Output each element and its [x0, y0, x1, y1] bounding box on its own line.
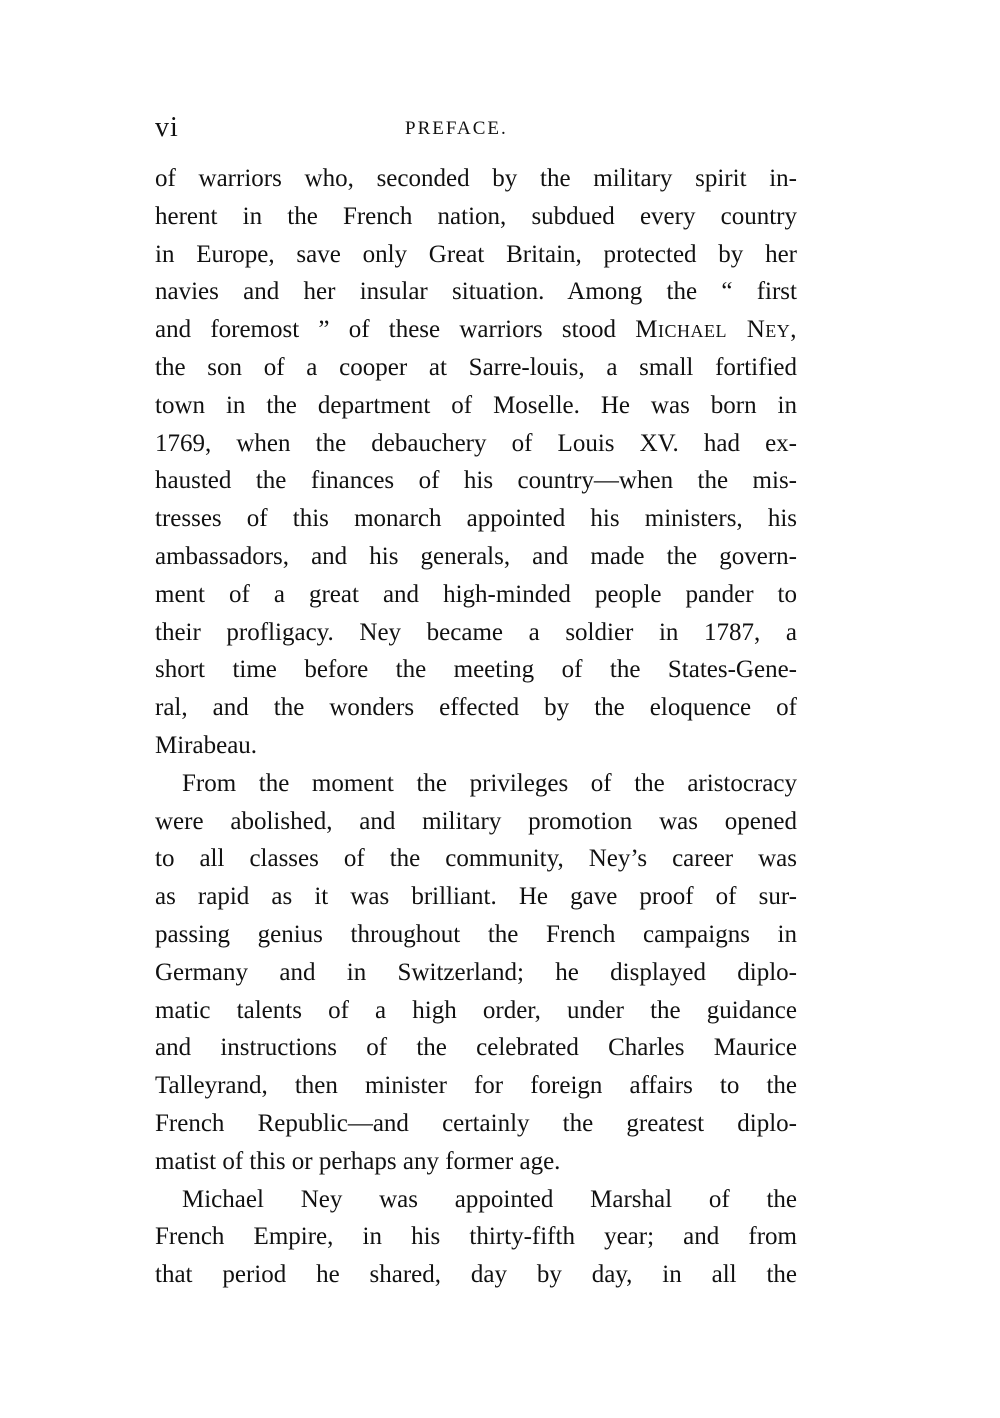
running-head: PREFACE.	[405, 118, 508, 139]
text-line: navies and her insular situation. Among the “ first	[155, 278, 797, 306]
text-line: as rapid as it was brilliant. He gave proof of sur-	[155, 883, 797, 911]
paragraph-3	[155, 1181, 797, 1294]
text-line: matist of this or perhaps any former age.	[155, 1147, 561, 1175]
text-line	[155, 311, 797, 349]
text-line: herent in the French nation, subdued every country	[155, 202, 797, 230]
text-line: Mirabeau.	[155, 731, 258, 759]
text-line: that period he shared, day by day, in all the	[155, 1261, 797, 1289]
text-line: French Empire, in his thirty-fifth year; and from	[155, 1223, 797, 1251]
paragraph-2	[155, 765, 797, 1181]
paragraph-1	[155, 160, 797, 765]
text-line: short time before the meeting of the States-Gene-	[155, 656, 797, 684]
page-number: vi	[155, 112, 179, 143]
text-line: ral, and the wonders effected by the eloquence of	[155, 694, 797, 722]
text-fragment: and foremost ” of these warriors stood	[155, 316, 636, 344]
text-line: were abolished, and military promotion was opened	[155, 807, 797, 835]
text-line: the son of a cooper at Sarre-louis, a small fortified	[155, 353, 797, 381]
text-line: of warriors who, seconded by the military spirit in-	[155, 165, 797, 192]
text-line: matic talents of a high order, under the guidance	[155, 996, 797, 1024]
text-line: tresses of this monarch appointed his ministers, his	[155, 505, 797, 533]
text-line: 1769, when the debauchery of Louis XV. had ex-	[155, 429, 797, 457]
text-line: ment of a great and high-minded people pander to	[155, 580, 797, 608]
text-line: French Republic—and certainly the greatest diplo-	[155, 1109, 797, 1137]
text-line: ambassadors, and his generals, and made the govern-	[155, 542, 797, 570]
text-line: town in the department of Moselle. He was born in	[155, 391, 797, 419]
body-text	[155, 160, 797, 1294]
text-line: From the moment the privileges of the aristocracy	[182, 769, 797, 797]
text-line: and instructions of the celebrated Charles Maurice	[155, 1034, 797, 1062]
name-small-caps: Michael Ney,	[635, 316, 797, 344]
page-header	[155, 112, 797, 148]
text-line: Germany and in Switzerland; he displayed diplo-	[155, 958, 797, 986]
text-line: passing genius throughout the French campaigns in	[155, 920, 797, 948]
text-line: Michael Ney was appointed Marshal of the	[182, 1185, 797, 1213]
text-line: to all classes of the community, Ney’s career was	[155, 845, 797, 873]
text-line: their profligacy. Ney became a soldier in 1787, a	[155, 618, 797, 646]
text-line: Talleyrand, then minister for foreign affairs to the	[155, 1072, 797, 1100]
text-line: hausted the finances of his country—when the mis-	[155, 467, 797, 495]
text-line: in Europe, save only Great Britain, protected by her	[155, 240, 797, 268]
